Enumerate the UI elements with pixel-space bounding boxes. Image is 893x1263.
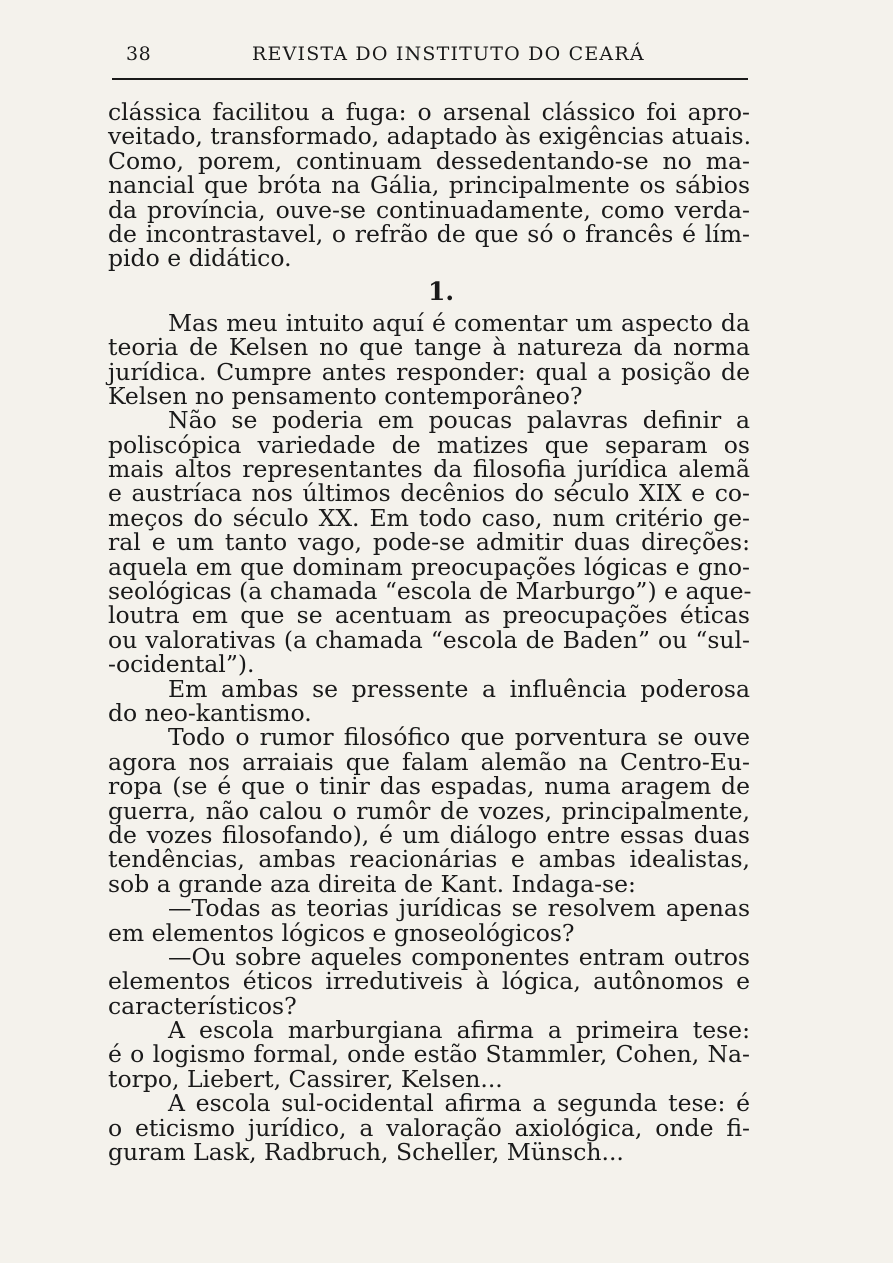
text-line: aquela em que dominam preocupações lógicas e gno- <box>108 552 750 581</box>
text-line: mais altos representantes da filosofia jurídica alemã <box>108 455 750 484</box>
body-text <box>108 98 752 1167</box>
text-line: jurídica. Cumpre antes responder: qual a posição de <box>108 357 750 386</box>
running-header <box>112 40 748 80</box>
text-line: de vozes filosofando), é um diálogo entre essas duas <box>108 820 750 849</box>
page-number: 38 <box>126 43 152 65</box>
text-line: da província, ouve-se continuadamente, como verda- <box>108 195 750 224</box>
text-line: loutra em que se acentuam as preocupações éticas <box>108 601 750 630</box>
text-line: tendências, ambas reacionárias e ambas idealistas, <box>108 845 750 874</box>
text-line: sob a grande aza direita de Kant. Indaga-se: <box>108 869 636 898</box>
text-line: A escola sul-ocidental afirma a segunda tese: é <box>168 1089 750 1118</box>
text-line: o eticismo jurídico, a valoração axiológica, onde fi- <box>108 1113 750 1142</box>
paragraph-7 <box>108 942 750 1020</box>
running-title: REVISTA DO INSTITUTO DO CEARÁ <box>252 43 645 65</box>
text-line: guerra, não calou o rumôr de vozes, principalmente, <box>108 796 750 825</box>
paragraph-4 <box>108 674 750 727</box>
paragraph-3 <box>108 406 752 679</box>
text-line: do neo-kantismo. <box>108 698 312 727</box>
text-line: ral e um tanto vago, pode-se admitir duas direções: <box>108 528 750 557</box>
text-line: ou valorativas (a chamada “escola de Baden” ou “sul- <box>108 625 750 654</box>
text-line: de incontrastavel, o refrão de que só o francês é lím- <box>108 219 750 248</box>
text-line: guram Lask, Radbruch, Scheller, Münsch... <box>108 1138 624 1167</box>
text-line: A escola marburgiana afirma a primeira tese: <box>168 1016 750 1045</box>
text-line: -ocidental”). <box>108 650 255 679</box>
text-line: torpo, Liebert, Cassirer, Kelsen... <box>108 1064 503 1093</box>
paragraph-5 <box>108 725 750 896</box>
text-line: pido e didático. <box>108 244 292 273</box>
text-line: nancial que bróta na Gália, principalmente os sábios <box>108 171 750 200</box>
paragraph-9 <box>108 1089 750 1167</box>
paragraph-6 <box>108 896 750 945</box>
text-line: em elementos lógicos e gnoseológicos? <box>108 918 575 947</box>
text-line: elementos éticos irredutiveis à lógica, autônomos e <box>108 967 750 996</box>
text-line: Kelsen no pensamento contemporâneo? <box>108 381 583 410</box>
text-line: Não se poderia em poucas palavras definir a <box>168 406 750 435</box>
text-line: —Todas as teorias jurídicas se resolvem apenas <box>168 894 750 923</box>
text-line: clássica facilitou a fuga: o arsenal clássico foi apro- <box>108 98 750 126</box>
text-line: Todo o rumor filosófico que porventura se ouve <box>168 723 750 752</box>
text-line: seológicas (a chamada “escola de Marburgo”) e aque- <box>108 577 752 606</box>
text-line: meços do século XX. Em todo caso, num critério ge- <box>108 503 750 532</box>
text-line: Mas meu intuito aquí é comentar um aspecto da <box>168 308 750 337</box>
text-line: Como, porem, continuam dessedentando-se no ma- <box>108 146 750 175</box>
paragraph-8 <box>108 1018 750 1091</box>
text-line: —Ou sobre aqueles componentes entram outros <box>168 942 750 971</box>
paragraph-2 <box>108 308 750 410</box>
section-number: 1. <box>427 276 455 306</box>
text-line: característicos? <box>108 991 297 1020</box>
text-line: poliscópica variedade de matizes que separam os <box>108 430 750 459</box>
text-line: teoria de Kelsen no que tange à natureza da norma <box>108 333 750 362</box>
text-line: agora nos arraiais que falam alemão na Centro-Eu- <box>108 747 750 776</box>
text-line: é o logismo formal, onde estão Stammler, Cohen, Na- <box>108 1040 750 1069</box>
text-line: veitado, transformado, adaptado às exigências atuais. <box>108 122 752 151</box>
text-line: e austríaca nos últimos decênios do século XIX e co- <box>108 479 750 508</box>
text-line: Em ambas se pressente a influência poderosa <box>168 674 750 703</box>
paragraph-1 <box>108 100 750 271</box>
text-line: ropa (se é que o tinir das espadas, numa aragem de <box>108 772 750 801</box>
